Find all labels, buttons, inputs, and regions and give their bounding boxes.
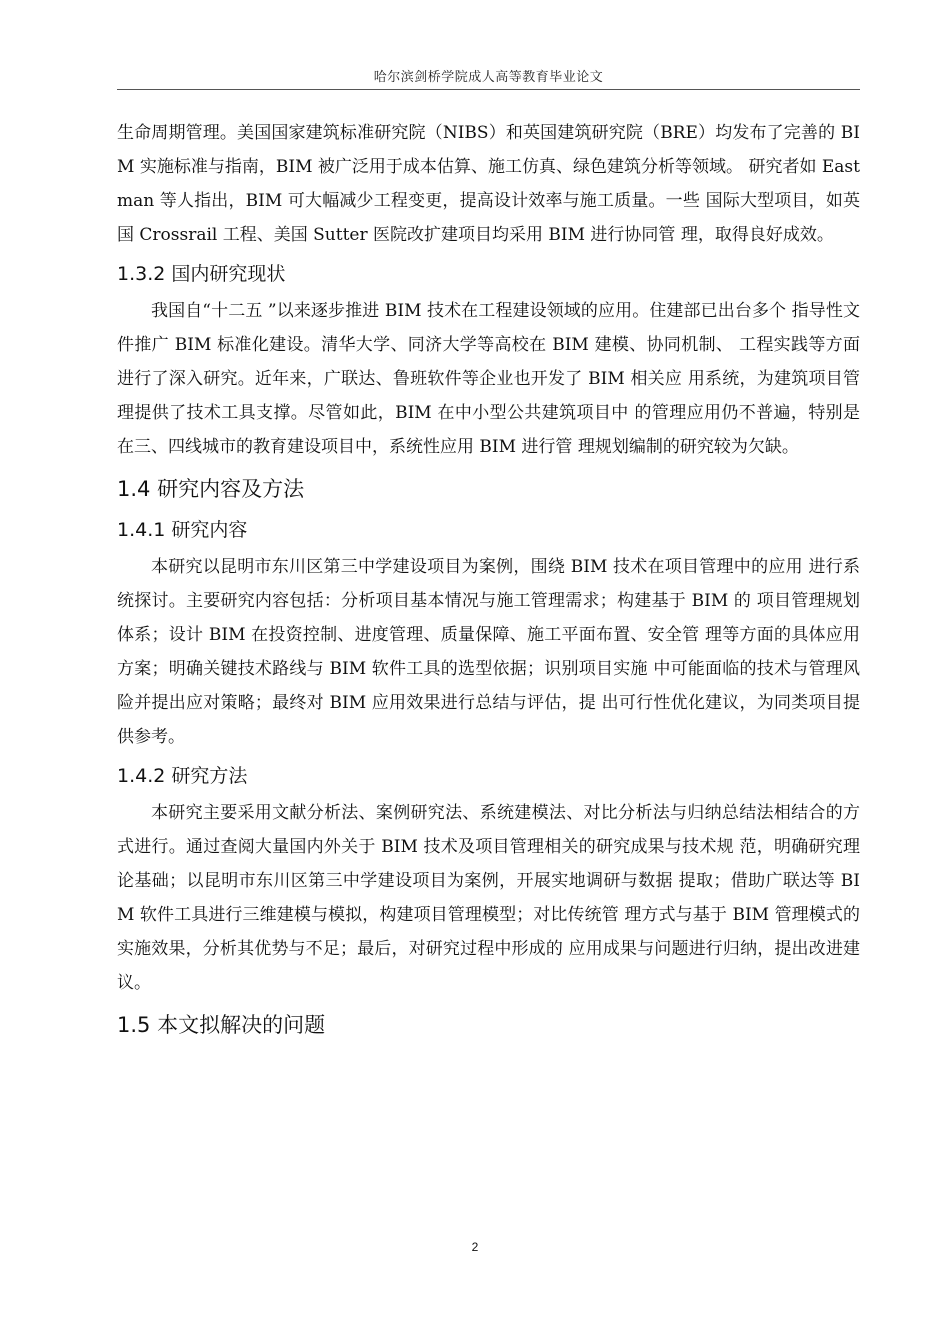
document-body <box>117 116 860 1046</box>
paragraph-domestic-research: 我国自“十二五 ”以来逐步推进 BIM 技术在工程建设领域的应用。住建部已出台多个 指导性文件推广 BIM 标准化建设。清华大学、同济大学等高校在 BIM 建模、协同机制、 工程实践等方面进行了深入研究。近年来，广联达、鲁班软件等企业也开发了 BIM 相关应 用系统，为建筑项目管理提供了技术工具支撑。尽管如此，BIM 在中小型公共建筑项目中 的管理应用仍不普遍，特别是在三、四线城市的教育建设项目中，系统性应用 BIM 进行管 理规划编制的研究较为欠缺。 <box>117 301 860 457</box>
running-header: 哈尔滨剑桥学院成人高等教育毕业论文 <box>373 70 604 85</box>
section-heading-1-4: 1.4 研究内容及方法 <box>117 477 305 501</box>
section-heading-1-3-2: 1.3.2 国内研究现状 <box>117 263 286 285</box>
header-divider <box>117 89 860 90</box>
section-heading-1-4-1: 1.4.1 研究内容 <box>117 519 248 541</box>
section-heading-1-5: 1.5 本文拟解决的问题 <box>117 1013 326 1037</box>
page-number: 2 <box>471 1240 479 1254</box>
section-heading-1-4-2: 1.4.2 研究方法 <box>117 765 248 787</box>
paragraph-research-content: 本研究以昆明市东川区第三中学建设项目为案例，围绕 BIM 技术在项目管理中的应用 进行系统探讨。主要研究内容包括：分析项目基本情况与施工管理需求；构建基于 BIM 的 项目管理规划体系；设计 BIM 在投资控制、进度管理、质量保障、施工平面布置、安全管 理等方面的具体应用方案；明确关键技术路线与 BIM 软件工具的选型依据；识别项目实施 中可能面临的技术与管理风险并提出应对策略；最终对 BIM 应用效果进行总结与评估，提 出可行性优化建议，为同类项目提供参考。 <box>117 557 860 747</box>
paragraph-continued: 生命周期管理。美国国家建筑标准研究院（NIBS）和英国建筑研究院（BRE）均发布了完善的 BIM 实施标准与指南，BIM 被广泛用于成本估算、施工仿真、绿色建筑分析等领域。 研究者如 Eastman 等人指出，BIM 可大幅减少工程变更，提高设计效率与施工质量。一些 国际大型项目，如英国 Crossrail 工程、美国 Sutter 医院改扩建项目均采用 BIM 进行协同管 理，取得良好成效。 <box>117 123 860 245</box>
paragraph-research-methods: 本研究主要采用文献分析法、案例研究法、系统建模法、对比分析法与归纳总结法相结合的方式进行。通过查阅大量国内外关于 BIM 技术及项目管理相关的研究成果与技术规 范，明确研究理论基础；以昆明市东川区第三中学建设项目为案例，开展实地调研与数据 提取；借助广联达等 BIM 软件工具进行三维建模与模拟，构建项目管理模型；对比传统管 理方式与基于 BIM 管理模式的实施效果，分析其优势与不足；最后，对研究过程中形成的 应用成果与问题进行归纳，提出改进建议。 <box>117 803 860 993</box>
